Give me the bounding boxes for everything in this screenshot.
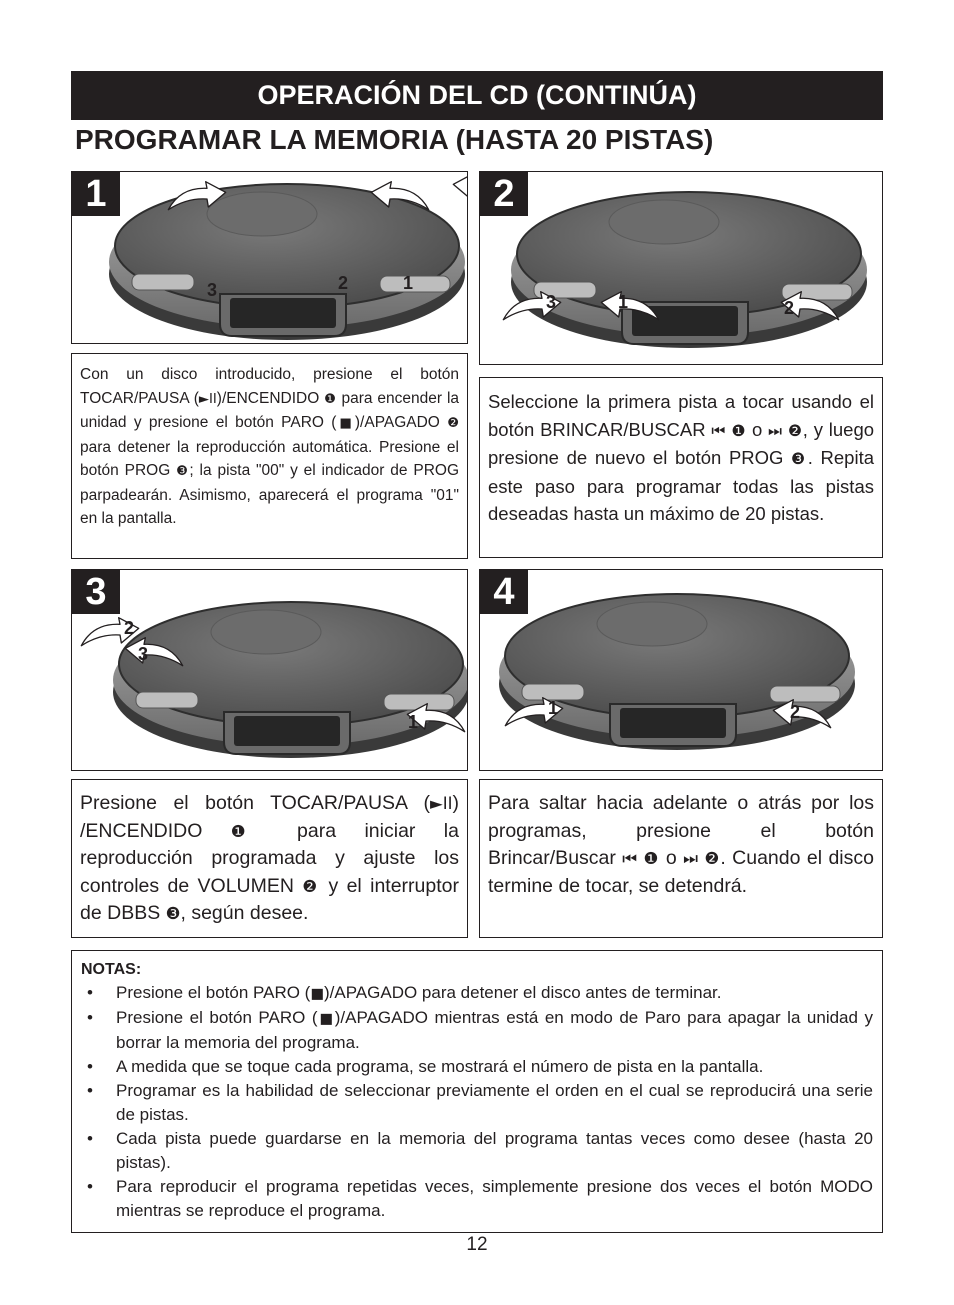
bullet-icon: • <box>87 1129 93 1148</box>
cd-player-image <box>480 172 883 365</box>
stop-icon: ■ <box>310 986 324 1002</box>
step-2-text: Seleccione la primera pista a tocar usando el botón BRINCAR/BUSCAR ⏮ ❶ o ⏭ ❷, y luego presione de nuevo el botón PROG ❸. Repita este paso para programar todas las pistas deseadas hasta un máximo de 20 pistas. <box>488 391 875 524</box>
callout-label: 3 <box>207 280 218 300</box>
bullet-icon: • <box>87 1008 93 1027</box>
notes-list <box>81 981 873 1223</box>
stop-icon: ■ <box>317 1011 335 1027</box>
list-item: • Programar es la habilidad de seleccionar previamente el orden en el cual se reproducirá una serie de pistas. <box>87 1081 873 1124</box>
callout-label: 3 <box>138 644 149 664</box>
callout-3-icon: ❸ <box>791 449 808 468</box>
step-number: 3 <box>72 570 120 614</box>
bullet-icon: • <box>87 1057 93 1076</box>
step-4-text: Para saltar hacia adelante o atrás por los programas, presione el botón Brincar/Buscar ⏮ ❶ o ⏭ ❷. Cuando el disco termine de tocar, se detendrá. <box>488 792 874 897</box>
list-item: • A medida que se toque cada programa, se mostrará el número de pista en la pantalla. <box>81 1055 873 1079</box>
step-1-text: Con un disco introducido, presione el botón TOCAR/PAUSA (►II)/ENCENDIDO ❶ para encender la unidad y presione el botón PARO (■)/APAGADO ❷ para detener la reproducción automática. Presione el botón PROG ❸; la pista "00" y el indicador de PROG parpadearán. Asimismo, aparecerá el programa "01" en la pantalla. <box>80 366 460 527</box>
cd-player-image <box>72 172 468 344</box>
callout-2-icon: ❷ <box>704 849 721 868</box>
callout-label: 1 <box>618 292 629 312</box>
list-item: • Para reproducir el programa repetidas veces, simplemente presione dos veces el botón MODO mientras se reproduce el programa. <box>87 1177 873 1220</box>
cd-player-image <box>480 570 883 771</box>
callout-label: 1 <box>408 712 419 732</box>
play-pause-icon: ►II <box>429 794 453 813</box>
callout-label: 2 <box>338 273 349 293</box>
page-subtitle: PROGRAMAR LA MEMORIA (HASTA 20 PISTAS) <box>75 124 714 155</box>
stop-icon: ■ <box>336 416 355 431</box>
callout-2-icon: ❷ <box>788 420 803 440</box>
step-3-text: Presione el botón TOCAR/PAUSA (►II) /ENCENDIDO ❶ para iniciar la reproducción programada y ajuste los controles de VOLUMEN ❷ y el interruptor de DBBS ❸, según desee. <box>80 792 459 924</box>
step-4-illustration <box>479 569 883 771</box>
play-pause-icon: ►II <box>198 391 217 407</box>
step-1-description <box>71 353 468 559</box>
callout-2-icon: ❷ <box>302 876 321 896</box>
skip-back-icon: ⏮ <box>711 420 726 440</box>
callout-1-icon: ❶ <box>230 821 269 841</box>
step-2-description <box>479 377 883 558</box>
notes-box <box>71 950 883 1233</box>
callout-1-icon: ❶ <box>731 420 747 440</box>
bullet-icon: • <box>87 983 93 1002</box>
skip-back-icon: ⏮ <box>622 849 638 868</box>
section-banner: OPERACIÓN DEL CD (CONTINÚA) <box>71 71 883 120</box>
step-3-illustration <box>71 569 468 771</box>
callout-2-icon: ❷ <box>447 416 459 431</box>
callout-3-icon: ❸ <box>176 464 190 479</box>
step-number: 4 <box>480 570 528 614</box>
step-1-illustration <box>71 171 468 344</box>
page-number: 12 <box>466 1234 488 1255</box>
list-item: • Presione el botón PARO (■)/APAGADO mientras está en modo de Paro para apagar la unidad y borrar la memoria del programa. <box>87 1008 873 1052</box>
bullet-icon: • <box>87 1081 93 1100</box>
skip-forward-icon: ⏭ <box>683 849 699 868</box>
callout-label: 2 <box>790 702 801 722</box>
callout-1-icon: ❶ <box>643 849 660 868</box>
step-2-illustration <box>479 171 883 365</box>
cd-player-image <box>72 570 468 771</box>
callout-1-icon: ❶ <box>324 391 337 407</box>
skip-forward-icon: ⏭ <box>768 420 783 440</box>
bullet-icon: • <box>87 1177 93 1196</box>
notes-title: NOTAS: <box>81 961 142 978</box>
step-number: 1 <box>72 172 120 216</box>
callout-label: 2 <box>124 618 135 638</box>
step-4-description <box>479 779 883 938</box>
step-number: 2 <box>480 172 528 216</box>
callout-label: 1 <box>403 273 414 293</box>
callout-label: 2 <box>784 298 795 318</box>
callout-3-icon: ❸ <box>165 904 181 923</box>
step-3-description <box>71 779 468 938</box>
list-item: • Presione el botón PARO (■)/APAGADO para detener el disco antes de terminar. <box>81 981 873 1006</box>
callout-label: 1 <box>548 698 559 718</box>
callout-label: 3 <box>546 292 557 312</box>
list-item: • Cada pista puede guardarse en la memoria del programa tantas veces como desee (hasta 20 pistas). <box>87 1129 873 1172</box>
